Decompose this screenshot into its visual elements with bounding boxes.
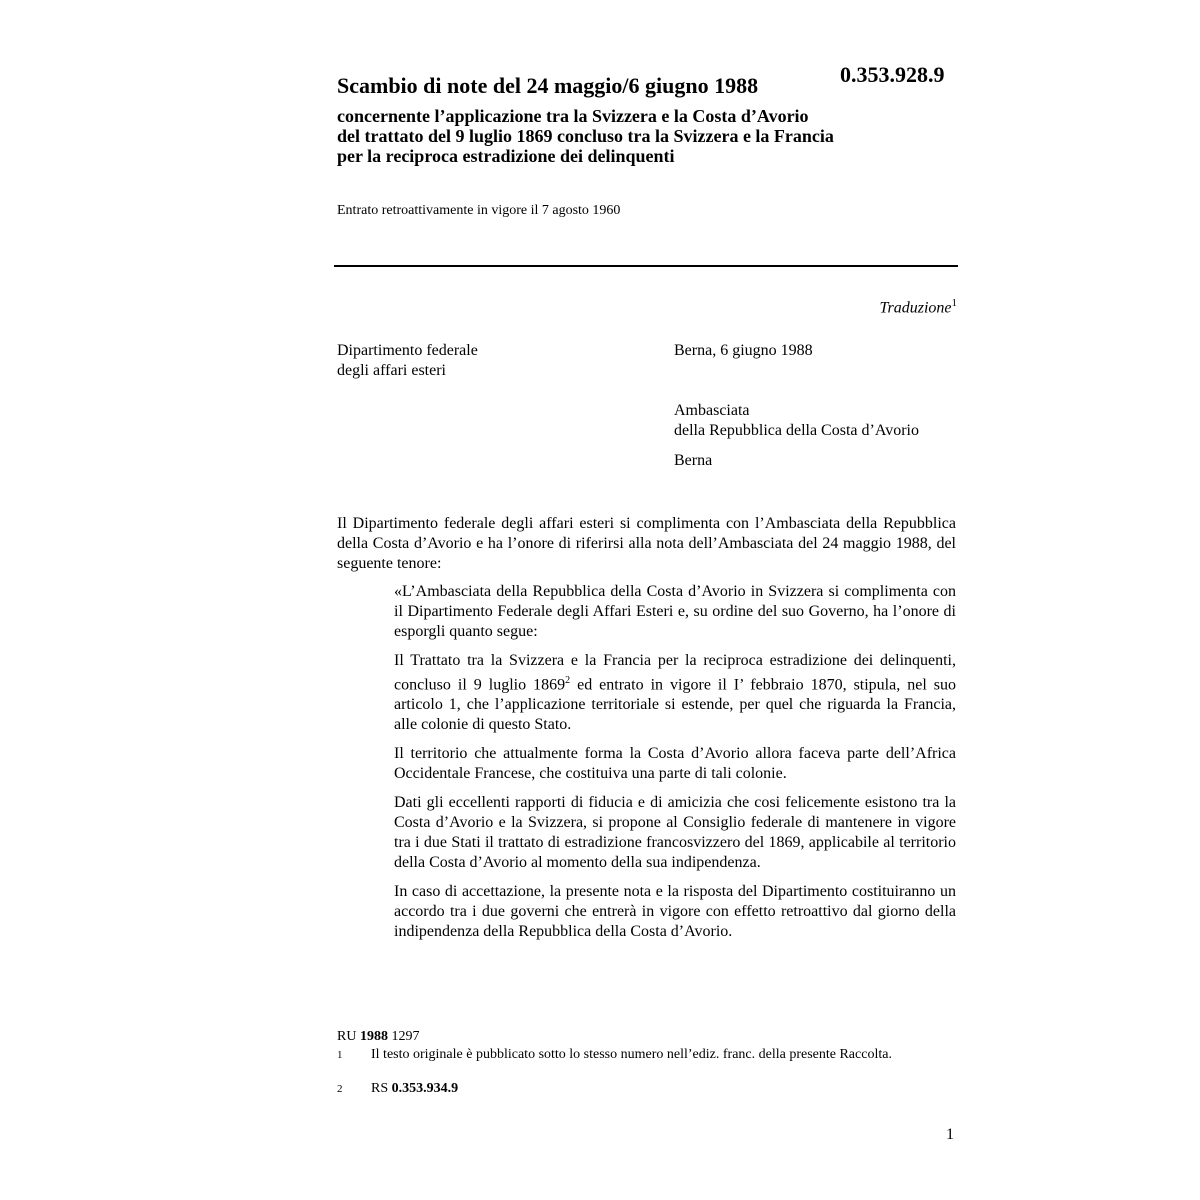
- recipient-line: Ambasciata: [674, 402, 750, 419]
- sender-line: Dipartimento federale: [337, 342, 478, 359]
- subtitle-line: concernente l’applicazione tra la Svizzera e la Costa d’Avorio: [337, 106, 809, 126]
- subtitle-line: del trattato del 9 luglio 1869 concluso tra la Svizzera e la Francia: [337, 126, 834, 146]
- footnote-number: 2: [337, 1083, 343, 1095]
- subtitle-line: per la reciproca estradizione dei delinquenti: [337, 146, 675, 166]
- footnote-text: Il testo originale è pubblicato sotto lo stesso numero nell’ediz. franc. della presente Raccolta.: [371, 1047, 892, 1062]
- quote-text: ed entrato in vigore il I’ febbraio 1870, stipula, nel suo articolo 1, che l’applicazione territoriale si estende, per quel che riguarda la Francia, alle colonie di questo Stato.: [394, 676, 956, 734]
- ru-prefix: RU: [337, 1029, 360, 1044]
- footnote: [337, 1047, 957, 1063]
- quote-paragraph: «L’Ambasciata della Repubblica della Costa d’Avorio in Svizzera si complimenta con il Dipartimento Federale degli Affari Esteri e, su ordine del suo Governo, ha l’onore di esporgli quanto segue:: [394, 583, 956, 640]
- translation-label: [879, 297, 957, 317]
- footnote-number: 1: [337, 1049, 343, 1061]
- quote-paragraph: Dati gli eccellenti rapporti di fiducia e di amicizia che cosi felicemente esistono tra la Costa d’Avorio e la Svizzera, si propone al Consiglio federale di mantenere in vigore tra i due Stati il trattato di estradizione francosvizzero del 1869, applicabile al territorio della Costa d’Avorio al momento della sua indipendenza.: [394, 794, 956, 872]
- recipient-block: [674, 401, 919, 441]
- footnote-text: [371, 1081, 957, 1097]
- quote-text: Il Trattato tra la Svizzera e la Francia per la reciproca estradizione dei delinquenti, concluso il 9 luglio 1869: [394, 652, 956, 694]
- footnote-prefix: RS: [371, 1081, 392, 1096]
- ru-reference: [337, 1029, 957, 1045]
- entry-into-force: Entrato retroattivamente in vigore il 7 agosto 1960: [337, 203, 621, 218]
- footnote-ref-2: 2: [565, 675, 571, 686]
- page-number: 1: [946, 1126, 954, 1143]
- recipient-line: della Repubblica della Costa d’Avorio: [674, 422, 919, 439]
- quote-paragraph: Il territorio che attualmente forma la Costa d’Avorio allora faceva parte dell’Africa Occidentale Francese, che costituiva una parte di tali colonie.: [394, 745, 956, 783]
- footnote: [337, 1081, 957, 1097]
- quote-paragraph: In caso di accettazione, la presente nota e la risposta del Dipartimento costituiranno un accordo tra i due governi che entrerà in vigore con effetto retroattivo dal giorno della indipendenza della Repubblica della Costa d’Avorio.: [394, 883, 956, 941]
- intro-paragraph: Il Dipartimento federale degli affari esteri si complimenta con l’Ambasciata della Repubblica della Costa d’Avorio e ha l’onore di riferirsi alla nota dell’Ambasciata del 24 maggio 1988, del seguente tenore:: [337, 515, 956, 572]
- recipient-city: Berna: [674, 452, 713, 469]
- document-title: Scambio di note del 24 maggio/6 giugno 1988: [337, 73, 759, 98]
- quoted-note: [394, 582, 956, 951]
- sender-line: degli affari esteri: [337, 362, 446, 379]
- ru-year: 1988: [359, 1029, 388, 1044]
- footnote-rs-ref: 0.353.934.9: [391, 1081, 459, 1096]
- document-subtitle: [337, 106, 957, 166]
- quote-paragraph: [394, 651, 956, 735]
- date-text: Berna, 6 giugno 1988: [674, 342, 813, 359]
- footnote-ref-1: 1: [951, 297, 957, 309]
- ru-page: 1297: [387, 1029, 420, 1044]
- header-divider: [334, 265, 958, 267]
- sender-block: [337, 341, 478, 381]
- sr-number: 0.353.928.9: [840, 62, 945, 87]
- translation-text: Traduzione: [879, 299, 952, 317]
- letter-date: [674, 341, 813, 361]
